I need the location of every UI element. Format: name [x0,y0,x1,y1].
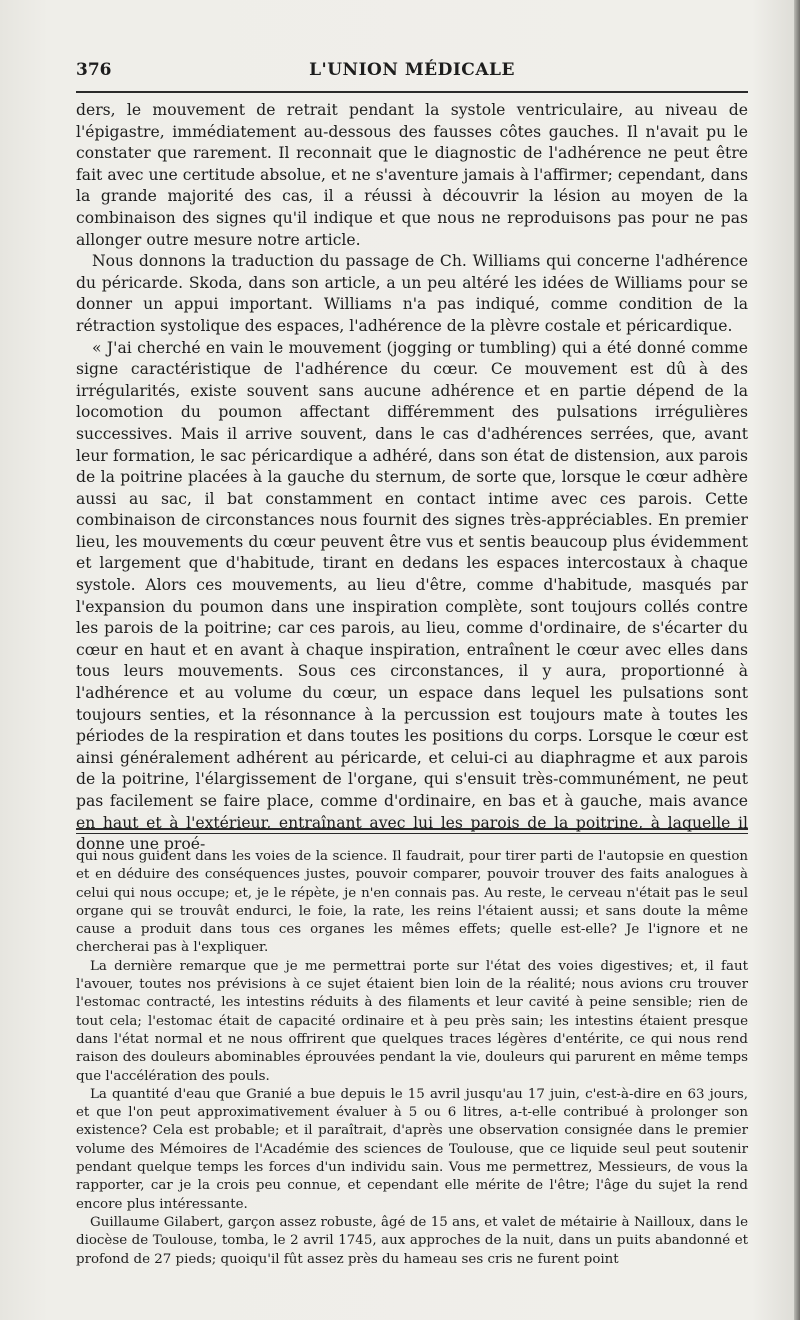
footnote-text [76,848,748,1269]
footnote-paragraph: qui nous guident dans les voies de la science. Il faudrait, pour tirer parti de l'autopsie en question et en déduire des conséquences justes, pouvoir comparer, pouvoir trouver des faits analogues à celui qui nous occupe; et, je le répète, je n'en connais pas. Au reste, le cerveau n'était pas le seul organe qui se trouvât endurci, le foie, la rate, les reins l'étaient aussi; et sans doute la même cause a produit dans tous ces organes les mêmes effets; quelle est-elle? Je l'ignore et ne chercherai pas à l'expliquer. [76,849,748,956]
page-edge-shadow [794,0,800,1320]
page-number: 376 [76,60,112,80]
main-paragraph: ders, le mouvement de retrait pendant la systole ventriculaire, au niveau de l'épigastre, immédiatement au-dessous des fausses côtes gauches. Il n'avait pu le constater que rarement. Il reconnait que le diagnostic de l'adhérence ne peut être fait avec une certitude absolue, et ne s'aventure jamais à l'affirmer; cependant, dans la grande majorité des cas, il a réussi à découvrir la lésion au moyen de la combinaison des signes qu'il indique et que nous ne reproduisons pas pour ne pas allonger outre mesure notre article. [76,101,748,249]
footnote-separator-rule [76,828,748,830]
main-paragraph: « J'ai cherché en vain le mouvement (jogging or tumbling) qui a été donné comme signe caractéristique de l'adhérence du cœur. Ce mouvement est dû à des irrégularités, existe souvent sans aucune adhérence et en partie dépend de la locomotion du poumon affectant différemment des pulsations irrégulières successives. Mais il arrive souvent, dans le cas d'adhérences serrées, que, avant leur formation, le sac péricardique a adhéré, dans son état de distension, aux parois de la poitrine placées à la gauche du sternum, de sorte que, lorsque le cœur adhère aussi au sac, il bat constamment en contact intime avec ces parois. Cette combinaison de circonstances nous fournit des signes très-appréciables. En premier lieu, les mouvements du cœur peuvent être vus et sentis beaucoup plus évidemment et largement que d'habitude, tirant en dedans les espaces intercostaux à chaque systole. Alors ces mouvements, au lieu d'être, comme d'habitude, masqués par l'expansion du poumon dans une inspiration complète, sont toujours collés contre les parois de la poitrine; car ces parois, au lieu, comme d'ordinaire, de s'écarter du cœur en haut et en avant à chaque inspiration, entraînent le cœur avec elles dans tous leurs mouvements. Sous ces circonstances, il y aura, proportionné à l'adhérence et au volume du cœur, un espace dans lequel les pulsations sont toujours senties, et la résonnance à la percussion est toujours mate à toutes les périodes de la respiration et dans toutes les positions du corps. Lorsque le cœur est ainsi généralement adhérent au péricarde, et celui-ci au diaphragme et aux parois de la poitrine, l'élargissement de l'organe, qui s'ensuit très-communément, ne peut pas facilement se faire place, comme d'ordinaire, en bas et à gauche, mais avance en haut et à l'extérieur, entraînant avec lui les parois de la poitrine, à laquelle il donne une proé- [76,338,748,854]
main-paragraph: Nous donnons la traduction du passage de Ch. Williams qui concerne l'adhérence du péricarde. Skoda, dans son article, a un peu altéré les idées de Williams pour se donner un appui important. Williams n'a pas indiqué, comme condition de la rétraction systolique des espaces, l'adhérence de la plèvre costale et péricardique. [76,252,748,335]
footnote-paragraph: Guillaume Gilabert, garçon assez robuste, âgé de 15 ans, et valet de métairie à Nailloux, dans le diocèse de Toulouse, tomba, le 2 avril 1745, aux approches de la nuit, dans un puits abandonné et profond de 27 pieds; quoiqu'il fût assez près du hameau ses cris ne furent point [76,1214,748,1267]
main-text [76,100,748,856]
running-title: L'UNION MÉDICALE [309,60,515,80]
footnote-paragraph: La dernière remarque que je me permettrai porte sur l'état des voies digestives; et, il faut l'avouer, toutes nos prévisions à ce sujet étaient bien loin de la réalité; nous avions cru trouver l'estomac contracté, les intestins réduits à des filaments et leur cavité à peine sensible; rien de tout cela; l'estomac était de capacité ordinaire et à peu près sain; les intestins étaient presque dans l'état normal et ne nous offrirent que quelques traces légères d'entérite, ce qui nous rend raison des douleurs abominables éprouvées pendant la vie, douleurs qui parurent en même temps que l'accélération des pouls. [76,958,748,1084]
footnote-paragraph: La quantité d'eau que Granié a bue depuis le 15 avril jusqu'au 17 juin, c'est-à-dire en 63 jours, et que l'on peut approximativement évaluer à 5 ou 6 litres, a-t-elle contribué à prolonger son existence? Cela est probable; et il paraîtrait, d'après une observation consignée dans le premier volume des Mémoires de l'Académie des sciences de Toulouse, que ce liquide seul peut soutenir pendant quelque temps les forces d'un individu sain. Vous me permettrez, Messieurs, de vous la rapporter, car je la crois peu connue, et cependant elle mérite de l'être; l'âge du sujet la rend encore plus intéressante. [76,1086,748,1212]
footnote-separator-rule-thin [76,833,748,834]
header-rule [76,91,748,93]
page-header [76,60,748,86]
